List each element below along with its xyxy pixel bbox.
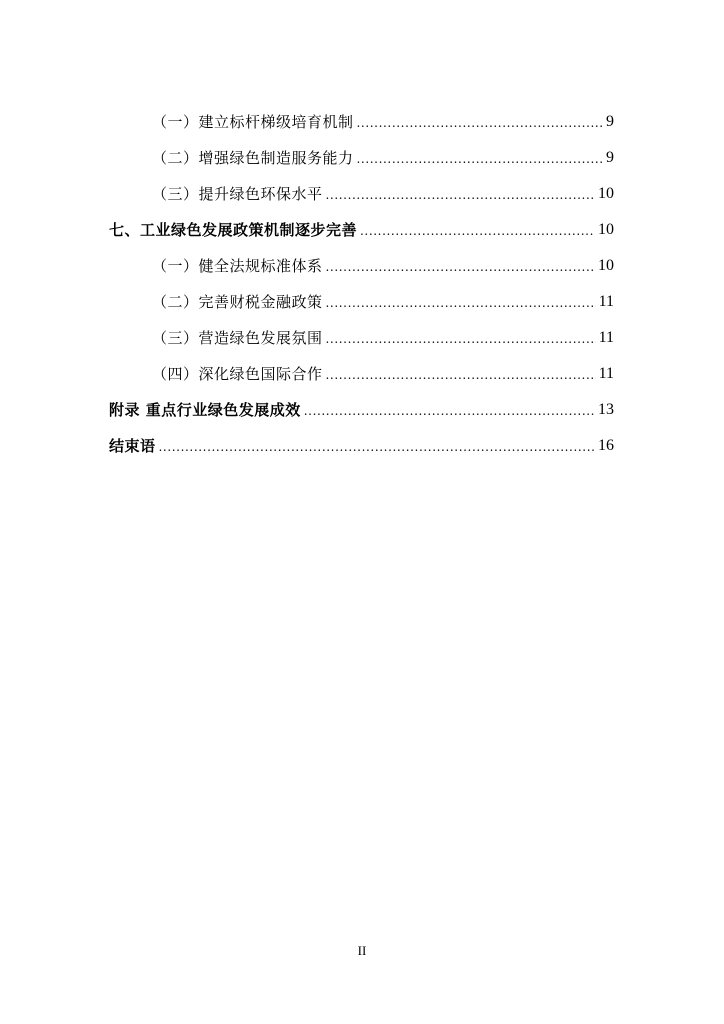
toc-dot-leader — [326, 293, 596, 313]
toc-entry[interactable] — [109, 104, 614, 140]
toc-entry-title: （二）增强绿色制造服务能力 — [152, 149, 354, 167]
toc-dot-leader — [360, 221, 595, 241]
toc-entry-page: 9 — [606, 149, 614, 166]
toc-entry-page: 11 — [598, 293, 614, 310]
toc-entry-page: 9 — [606, 113, 614, 130]
toc-entry[interactable] — [109, 248, 614, 284]
toc-entry-page: 10 — [598, 221, 614, 238]
toc-conclusion-entry[interactable] — [109, 428, 614, 464]
toc-entry-title: 结束语 — [109, 437, 156, 455]
toc-entry-title: （三）营造绿色发展氛围 — [152, 329, 323, 347]
toc-entry-page: 11 — [598, 329, 614, 346]
toc-entry[interactable] — [109, 284, 614, 320]
toc-entry-page: 10 — [598, 185, 614, 202]
toc-entry-page: 11 — [598, 365, 614, 382]
toc-dot-leader — [326, 329, 596, 349]
toc-entry-title: （三）提升绿色环保水平 — [152, 185, 323, 203]
toc-dot-leader — [304, 401, 595, 421]
toc-entry[interactable] — [109, 320, 614, 356]
toc-dot-leader — [159, 437, 595, 457]
toc-dot-leader — [326, 365, 596, 385]
toc-entry-page: 16 — [598, 437, 614, 454]
toc-dot-leader — [326, 257, 595, 277]
toc-dot-leader — [326, 185, 595, 205]
toc-entry[interactable] — [109, 140, 614, 176]
toc-chapter-entry[interactable] — [109, 212, 614, 248]
page-number: II — [357, 943, 367, 958]
toc-entry-page: 13 — [598, 401, 614, 418]
toc-entry-title: 附录 重点行业绿色发展成效 — [109, 401, 301, 419]
toc-entry-title: （一）健全法规标准体系 — [152, 257, 323, 275]
toc-entry-title: （二）完善财税金融政策 — [152, 293, 323, 311]
toc-entry-title: （四）深化绿色国际合作 — [152, 365, 323, 383]
toc-entry-title: 七、工业绿色发展政策机制逐步完善 — [109, 221, 358, 239]
toc-entry[interactable] — [109, 356, 614, 392]
toc-entry-page: 10 — [598, 257, 614, 274]
toc-entry-title: （一）建立标杆梯级培育机制 — [152, 113, 354, 131]
table-of-contents — [109, 104, 614, 464]
toc-dot-leader — [357, 149, 603, 169]
toc-entry[interactable] — [109, 176, 614, 212]
toc-dot-leader — [357, 113, 603, 133]
toc-appendix-entry[interactable] — [109, 392, 614, 428]
